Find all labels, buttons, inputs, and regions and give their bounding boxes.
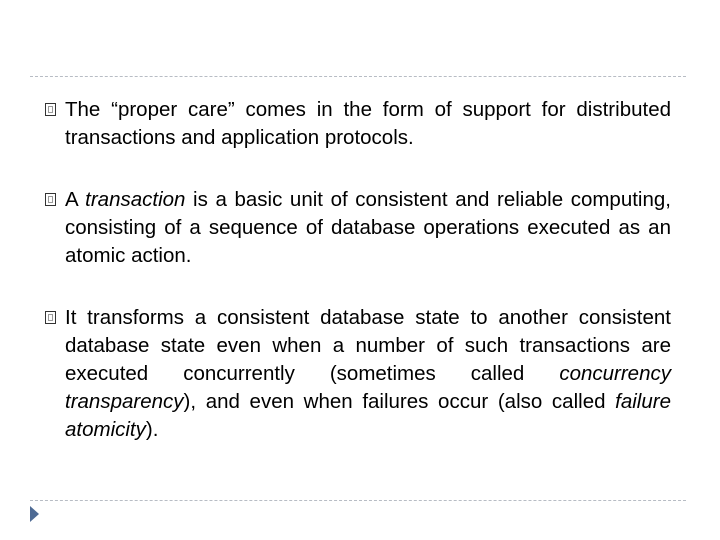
bottom-divider [30, 500, 686, 501]
bullet-list [45, 96, 671, 444]
bullet-item [45, 96, 671, 152]
term-transaction: transaction [85, 188, 186, 211]
bullet-text: ), and even when failures occur (also called [183, 390, 616, 413]
top-divider [30, 76, 686, 77]
term-concurrency-transparency: concurrency transparency [65, 362, 671, 413]
bullet-text: A [65, 188, 86, 211]
square-bullet-icon [45, 193, 56, 206]
bullet-text: is a basic unit of consistent and reliable computing, consisting of a sequence of database operations executed as an atomic action. [65, 188, 671, 267]
square-bullet-icon [45, 311, 56, 324]
triangle-marker-icon [30, 506, 39, 522]
bullet-text: ). [145, 418, 159, 441]
bullet-text: It transforms a consistent database state to another consistent database state even when a number of such transactions are executed concurrently (sometimes called [65, 306, 671, 385]
bullet-text: The “proper care” comes in the form of support for distributed transactions and application protocols. [65, 98, 671, 149]
bullet-item [45, 304, 671, 444]
term-failure-atomicity: failure atomicity [65, 390, 671, 441]
bullet-item [45, 186, 671, 270]
square-bullet-icon [45, 103, 56, 116]
